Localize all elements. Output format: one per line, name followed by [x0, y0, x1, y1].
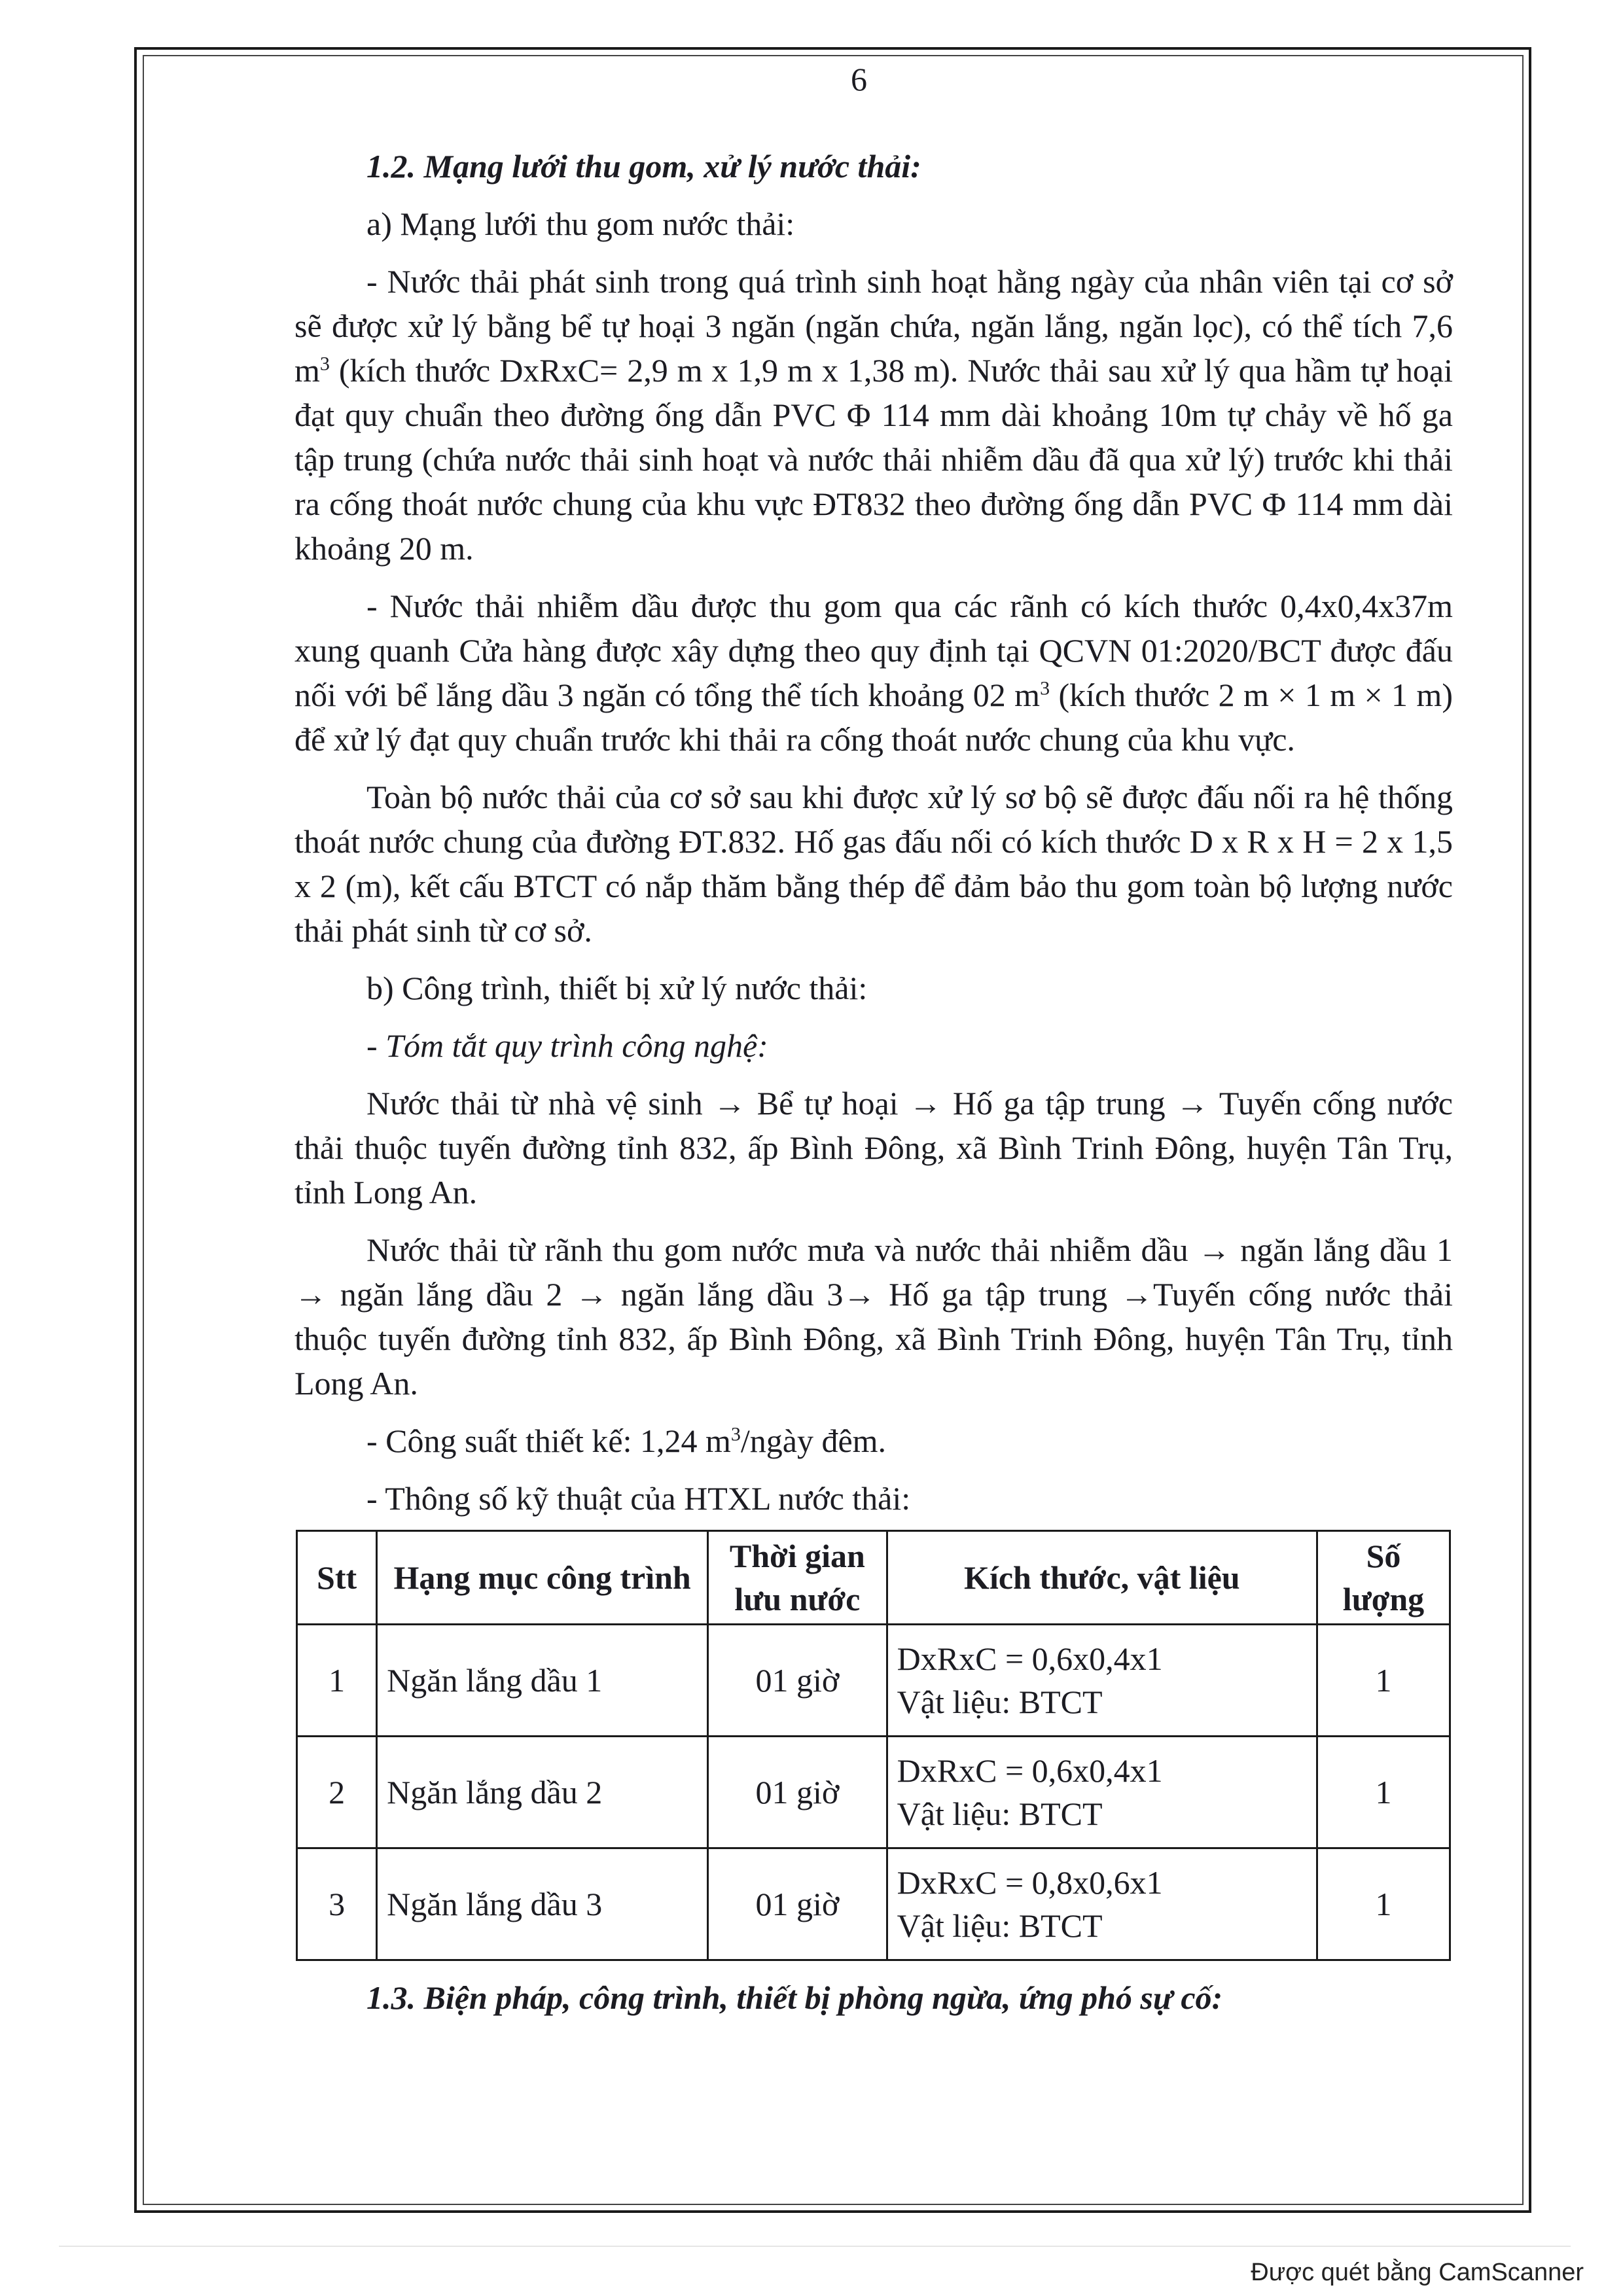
paragraph-text: (kích thước 2 m × 1 m × 1 m) để xử lý đạt quy chuẩn trước khi thải ra cống thoát nước chung của khu vực.	[294, 677, 1453, 758]
header-stt: Stt	[297, 1531, 377, 1625]
paragraph-connection: Toàn bộ nước thải của cơ sở sau khi được xử lý sơ bộ sẽ được đấu nối ra hệ thống thoát nước chung của đường ĐT.832. Hố gas đấu nối có kích thước D x R x H = 2 x 1,5 x 2 (m), kết cấu BTCT có nắp thăm bằng thép để đảm bảo thu gom toàn bộ lượng nước thải phát sinh từ cơ sở.	[294, 779, 1453, 949]
cell-time: 01 giờ	[708, 1737, 887, 1848]
cell-material: Vật liệu: BTCT	[897, 1795, 1103, 1832]
process-flow-1: Nước thải từ nhà vệ sinh → Bể tự hoại → Hố ga tập trung → Tuyến cống nước thải thuộc tuyến đường tỉnh 832, ấp Bình Đông, xã Bình Trinh Đông, huyện Tân Trụ, tỉnh Long An.	[294, 1085, 1453, 1210]
superscript: 3	[730, 1423, 741, 1445]
cell-item: Ngăn lắng dầu 3	[377, 1848, 708, 1960]
paragraph-oily-wastewater	[294, 584, 1453, 762]
paragraph-text: - Nước thải phát sinh trong quá trình sinh hoạt hằng ngày của nhân viên tại cơ sở sẽ được xử lý bằng bể tự hoại 3 ngăn (ngăn chứa, ngăn lắng, ngăn lọc), có thể tích 7,6 m	[294, 263, 1453, 389]
header-size-material: Kích thước, vật liệu	[887, 1531, 1317, 1625]
cell-size: DxRxC = 0,6x0,4x1	[897, 1752, 1163, 1789]
spec-label: - Thông số kỹ thuật của HTXL nước thải:	[366, 1480, 911, 1517]
cell-item: Ngăn lắng dầu 1	[377, 1625, 708, 1737]
table-row	[297, 1737, 1450, 1848]
header-text: Số	[1366, 1538, 1401, 1574]
cell-stt: 1	[297, 1625, 377, 1737]
paragraph-domestic-wastewater	[294, 259, 1453, 571]
cell-size-material	[887, 1737, 1317, 1848]
cell-stt: 2	[297, 1737, 377, 1848]
header-item: Hạng mục công trình	[377, 1531, 708, 1625]
scanner-watermark: Được quét bằng CamScanner	[1251, 2259, 1584, 2286]
table-header-row	[297, 1531, 1450, 1625]
scanner-divider	[59, 2246, 1571, 2247]
subsection-a-title: a) Mạng lưới thu gom nước thải:	[366, 205, 795, 242]
table-row	[297, 1848, 1450, 1960]
cell-time: 01 giờ	[708, 1848, 887, 1960]
process-flow-2: Nước thải từ rãnh thu gom nước mưa và nước thải nhiễm dầu → ngăn lắng dầu 1 → ngăn lắng dầu 2 → ngăn lắng dầu 3→ Hố ga tập trung →Tuyến cống nước thải thuộc tuyến đường tỉnh 832, ấp Bình Đông, xã Bình Trinh Đông, huyện Tân Trụ, tỉnh Long An.	[294, 1231, 1453, 1402]
header-quantity	[1317, 1531, 1450, 1625]
paragraph-text: (kích thước DxRxC= 2,9 m x 1,9 m x 1,38 m). Nước thải sau xử lý qua hầm tự hoại đạt quy chuẩn theo đường ống dẫn PVC Φ 114 mm dài khoảng 10m tự chảy về hố ga tập trung (chứa nước thải sinh hoạt và nước thải nhiễm dầu đã qua xử lý) trước khi thải ra cống thoát nước chung của khu vực ĐT832 theo đường ống dẫn PVC Φ 114 mm dài khoảng 20 m.	[294, 352, 1453, 567]
superscript: 3	[1040, 677, 1050, 699]
cell-size: DxRxC = 0,8x0,6x1	[897, 1864, 1163, 1901]
cell-item: Ngăn lắng dầu 2	[377, 1737, 708, 1848]
cell-size: DxRxC = 0,6x0,4x1	[897, 1640, 1163, 1677]
table-row	[297, 1625, 1450, 1737]
subsection-b-title: b) Công trình, thiết bị xử lý nước thải:	[366, 970, 868, 1006]
superscript: 3	[319, 353, 330, 375]
header-text: lưu nước	[734, 1581, 861, 1617]
header-retention-time	[708, 1531, 887, 1625]
capacity-text: - Công suất thiết kế: 1,24 m	[366, 1422, 731, 1459]
page-number: 6	[851, 61, 867, 97]
cell-material: Vật liệu: BTCT	[897, 1684, 1103, 1720]
header-text: lượng	[1342, 1581, 1425, 1617]
cell-stt: 3	[297, 1848, 377, 1960]
cell-quantity: 1	[1317, 1848, 1450, 1960]
cell-time: 01 giờ	[708, 1625, 887, 1737]
cell-material: Vật liệu: BTCT	[897, 1907, 1103, 1944]
cell-size-material	[887, 1625, 1317, 1737]
cell-size-material	[887, 1848, 1317, 1960]
capacity-text: /ngày đêm.	[740, 1422, 887, 1459]
document-body	[294, 144, 1453, 2020]
section-heading-1-3: 1.3. Biện pháp, công trình, thiết bị phòng ngừa, ứng phó sự cố:	[366, 1979, 1223, 2016]
cell-quantity: 1	[1317, 1625, 1450, 1737]
cell-quantity: 1	[1317, 1737, 1450, 1848]
section-heading-1-2: 1.2. Mạng lưới thu gom, xử lý nước thải:	[366, 148, 921, 185]
paragraph-text: - Nước thải nhiễm dầu được thu gom qua các rãnh có kích thước 0,4x0,4x37m xung quanh Cửa hàng được xây dựng theo quy định tại QCVN 01:2020/BCT được đấu nối với bể lắng dầu 3 ngăn có tổng thể tích khoảng 02 m	[294, 588, 1453, 713]
process-summary-label: - Tóm tắt quy trình công nghệ:	[366, 1027, 768, 1064]
header-text: Thời gian	[729, 1538, 865, 1574]
design-capacity	[294, 1419, 1453, 1463]
spec-table	[296, 1530, 1451, 1961]
